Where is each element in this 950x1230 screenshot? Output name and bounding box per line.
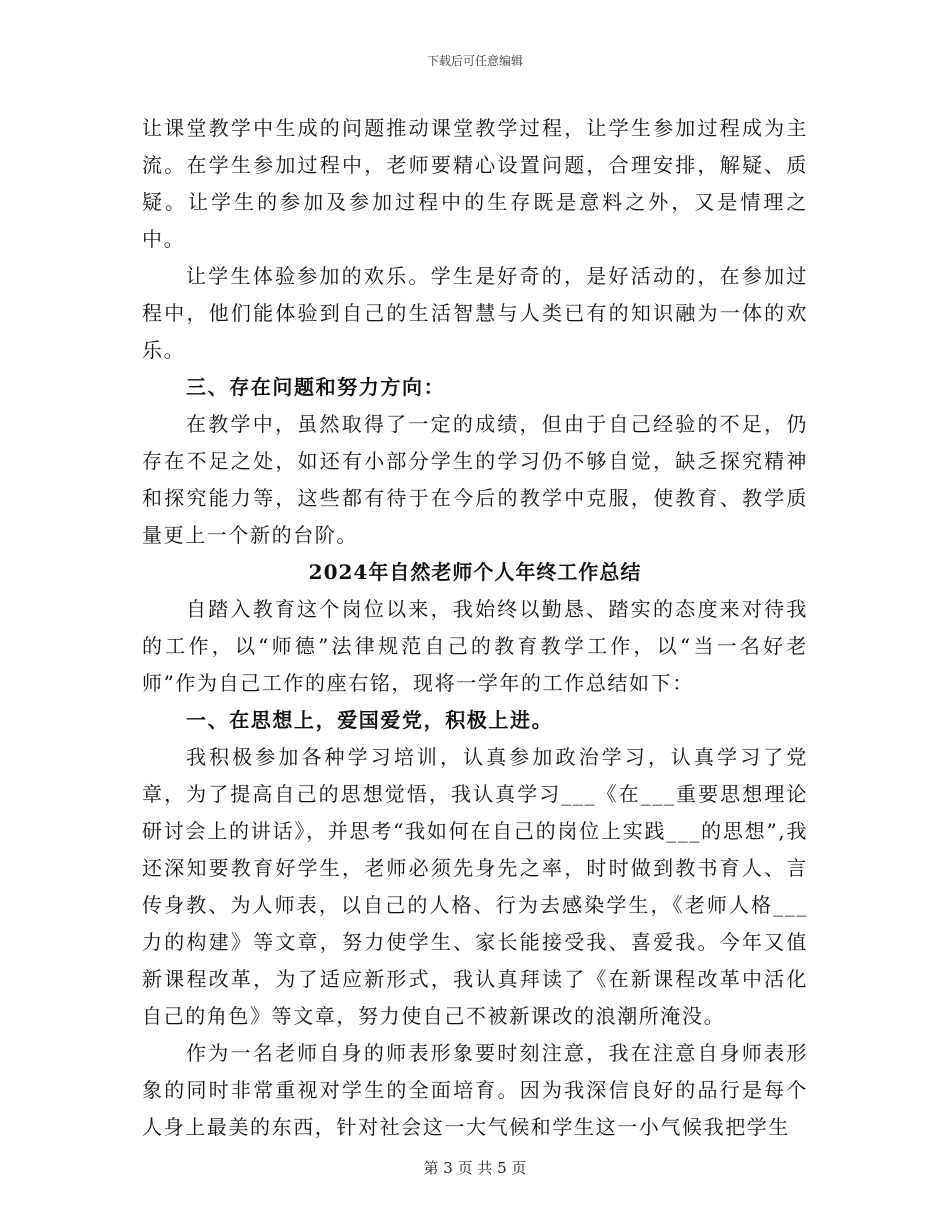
body-paragraph: 在教学中，虽然取得了一定的成绩，但由于自己经验的不足，仍存在不足之处，如还有小部分学生的学习仍不够自觉，缺乏探究精神和探究能力等，这些都有待于在今后的教学中克服，使教育、教学质量更上一个新的台阶。: [142, 412, 808, 547]
section-heading: 一、在思想上，爱国爱党，积极上进。: [186, 708, 554, 732]
document-body: [142, 110, 808, 1146]
section-heading: 三、存在问题和努力方向：: [186, 375, 446, 399]
body-paragraph: 让课堂教学中生成的问题推动课堂教学过程，让学生参加过程成为主流。在学生参加过程中，老师要精心设置问题，合理安排，解疑、质疑。让学生的参加及参加过程中的生存既是意料之外，又是情理之中。: [142, 116, 808, 251]
body-paragraph: 作为一名老师自身的师表形象要时刻注意，我在注意自身师表形象的同时非常重视对学生的全面培育。因为我深信良好的品行是每个人身上最美的东西，针对社会这一大气候和学生这一小气候我把学生: [142, 1041, 808, 1139]
page-header: 下载后可任意编辑: [426, 54, 523, 68]
document-title: 2024年自然老师个人年终工作总结: [308, 560, 642, 584]
body-paragraph: 让学生体验参加的欢乐。学生是好奇的，是好活动的，在参加过程中，他们能体验到自己的生活智慧与人类已有的知识融为一体的欢乐。: [142, 264, 808, 362]
body-paragraph: 我积极参加各种学习培训，认真参加政治学习，认真学习了党章，为了提高自己的思想觉悟，我认真学习___《在___重要思想理论研讨会上的讲话》，并思考“我如何在自己的岗位上实践___的思想”,我还深知要教育好学生，老师必须先身先之率，时时做到教书育人、言传身教、为人师表，以自己的人格、行为去感染学生，《老师人格___力的构建》等文章，努力使学生、家长能接受我、喜爱我。今年又值新课程改革，为了适应新形式，我认真拜读了《在新课程改革中活化自己的角色》等文章，努力使自己不被新课改的浪潮所淹没。: [142, 745, 808, 1028]
page-footer: 第 3 页 共 5 页: [423, 1159, 527, 1177]
body-paragraph: 自踏入教育这个岗位以来，我始终以勤恳、踏实的态度来对待我的工作，以“师德”法律规范自己的教育教学工作，以“当一名好老师”作为自己工作的座右铭，现将一学年的工作总结如下：: [142, 597, 808, 695]
